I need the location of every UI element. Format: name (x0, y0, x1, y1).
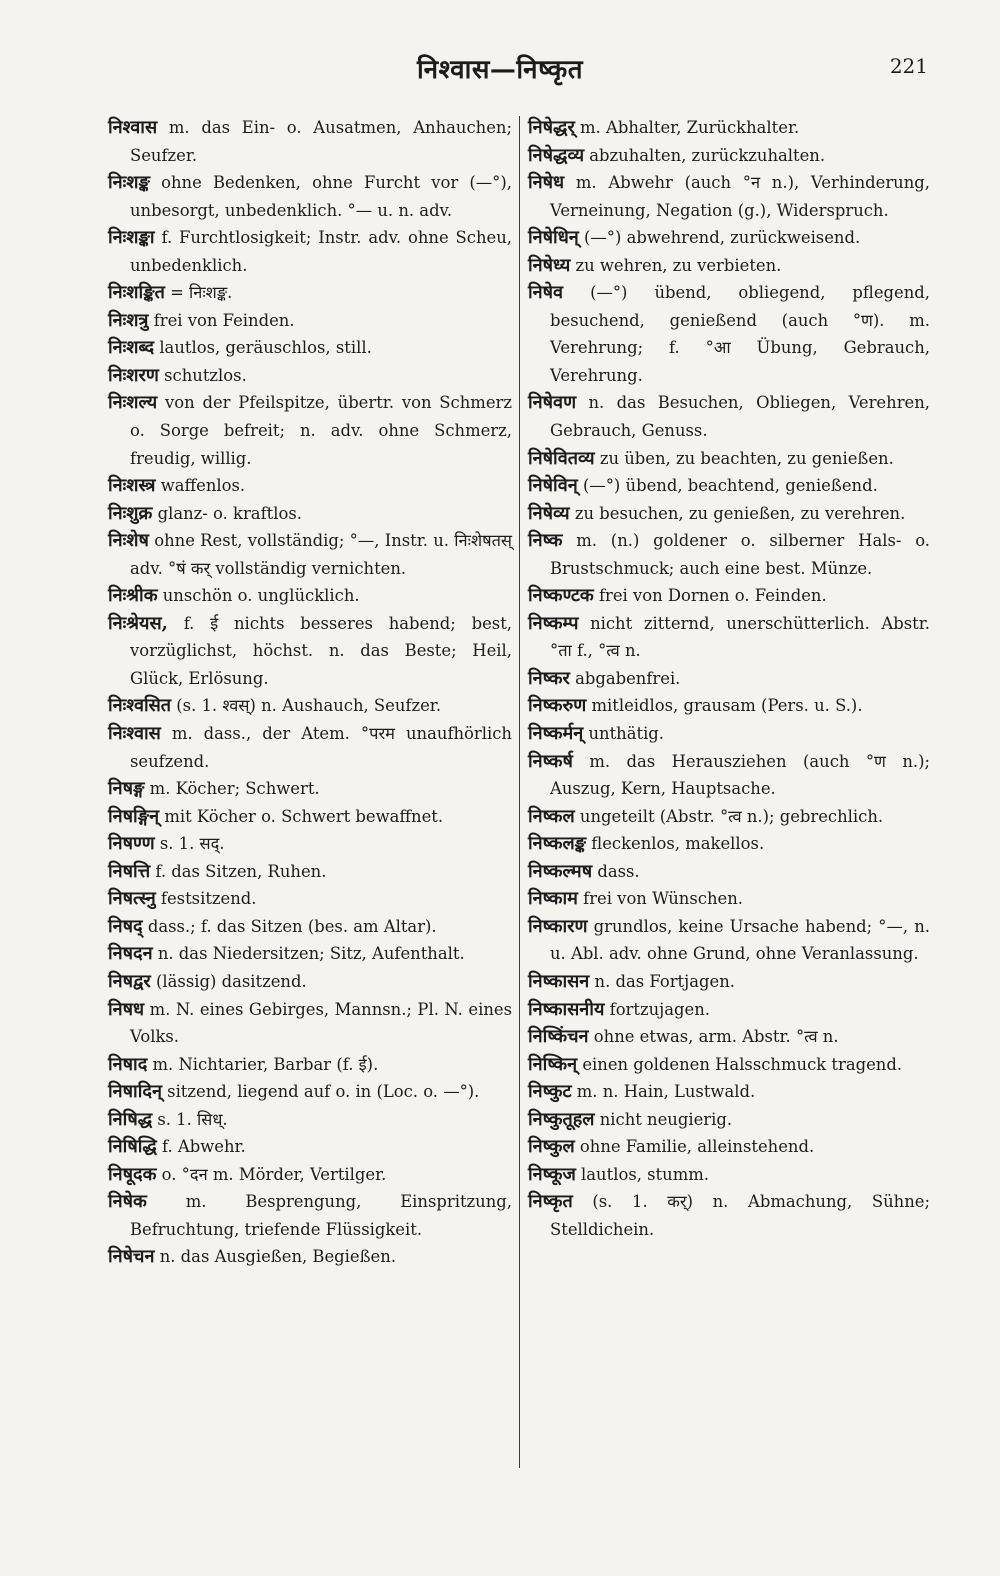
entry-definition: (—°) übend, beachtend, genießend. (582, 476, 878, 496)
entry-headword: निष्कूज (528, 1163, 576, 1185)
entry-headword: निःशुक्र (108, 502, 153, 524)
dictionary-entry (528, 665, 930, 693)
entry-definition: glanz- o. kraftlos. (157, 503, 302, 523)
entry-headword: निषाद (108, 1053, 148, 1075)
right-column (528, 114, 930, 1243)
entry-definition: s. 1. सिध्. (157, 1109, 228, 1129)
entry-definition: ungeteilt (Abstr. °त्व n.); gebrechlich. (579, 806, 884, 826)
entry-headword: निषण्ण (108, 833, 155, 855)
entry-headword: निष्किन् (528, 1053, 578, 1075)
entry-headword: निषिद्धि (108, 1136, 157, 1158)
entry-headword: निष्कल्मष (528, 860, 593, 882)
entry-headword: निःशङ्क (108, 172, 150, 194)
entry-headword: निषेवितव्य (528, 447, 595, 469)
entry-headword: निःश्रेयस, (108, 612, 168, 634)
dictionary-entry (108, 1243, 512, 1271)
dictionary-entry (528, 527, 930, 582)
dictionary-entry (108, 1078, 512, 1106)
dictionary-entry (528, 142, 930, 170)
entry-definition: m. das Herausziehen (auch °ण n.); Auszug, Kern, Hauptsache. (550, 751, 931, 799)
entry-definition: fortzujagen. (609, 999, 710, 1019)
dictionary-entry (528, 389, 930, 444)
entry-definition: m. n. Hain, Lustwald. (576, 1082, 756, 1102)
entry-definition: ohne Familie, alleinstehend. (579, 1137, 815, 1157)
dictionary-entry (528, 1133, 930, 1161)
entry-definition: s. 1. सद्. (159, 834, 225, 854)
dictionary-entry (528, 996, 930, 1024)
entry-definition: (—°) übend, obliegend, pflegend, besuchend, genießend (auch °ण). m. Verehrung; f. °आ Übung, Gebrauch, Verehrung. (550, 283, 930, 385)
dictionary-entry (528, 610, 930, 665)
dictionary-entry (528, 1078, 930, 1106)
entry-headword: निषेव (528, 282, 564, 304)
dictionary-entry (108, 803, 512, 831)
entry-definition: waffenlos. (160, 476, 246, 496)
dictionary-entry (108, 1106, 512, 1134)
entry-definition: ohne Bedenken, ohne Furcht vor (—°), unbesorgt, unbedenklich. °— u. n. adv. (130, 173, 512, 220)
dictionary-entry (528, 114, 930, 142)
dictionary-entry (108, 720, 512, 775)
dictionary-entry (108, 389, 512, 472)
entry-definition: f. das Sitzen, Ruhen. (155, 861, 327, 881)
entry-headword: निष्कुट (528, 1081, 572, 1103)
entry-definition: ohne etwas, arm. Abstr. °त्व n. (593, 1027, 839, 1047)
entry-definition: m. dass., der Atem. °परम unaufhörlich seufzend. (130, 724, 512, 771)
entry-headword: निःशेष (108, 530, 149, 552)
dictionary-entry (108, 362, 512, 390)
dictionary-entry (108, 968, 512, 996)
entry-definition: m. das Ein- o. Ausatmen, Anhauchen; Seufzer. (130, 118, 512, 165)
entry-definition: abzuhalten, zurückzuhalten. (589, 145, 826, 165)
dictionary-entry (108, 472, 512, 500)
entry-headword: निष्क (528, 530, 563, 552)
entry-definition: ohne Rest, vollständig; °—, Instr. u. निःशेषतस् adv. °षं कर् vollständig vernichten. (130, 531, 512, 578)
entry-headword: निष्कारण (528, 915, 588, 937)
dictionary-entry (108, 692, 512, 720)
dictionary-entry (528, 692, 930, 720)
entry-definition: m. Besprengung, Einspritzung, Befruchtung, triefende Flüssigkeit. (130, 1192, 512, 1239)
entry-definition: nicht neugierig. (599, 1109, 733, 1129)
entry-definition: n. das Niedersitzen; Sitz, Aufenthalt. (157, 944, 465, 964)
entry-headword: निषेचन (108, 1246, 155, 1268)
entry-definition: m. Abwehr (auch °न n.), Verhinderung, Verneinung, Negation (g.), Widerspruch. (550, 173, 930, 220)
dictionary-entry (528, 830, 930, 858)
entry-definition: n. das Ausgießen, Begießen. (159, 1247, 397, 1267)
dictionary-entry (108, 1161, 512, 1189)
entry-headword: निषादिन् (108, 1081, 162, 1103)
entry-headword: निःशत्रु (108, 309, 149, 331)
entry-definition: m. (n.) goldener o. silberner Hals- o. Brustschmuck; auch eine best. Münze. (550, 531, 930, 578)
entry-headword: निषध (108, 998, 145, 1020)
entry-definition: zu wehren, zu verbieten. (575, 255, 782, 275)
entry-headword: निष्कण्टक (528, 585, 594, 607)
dictionary-entry (108, 858, 512, 886)
dictionary-entry (528, 748, 930, 803)
dictionary-entry (108, 114, 512, 169)
dictionary-entry (528, 720, 930, 748)
entry-headword: निःशब्द (108, 337, 155, 359)
entry-headword: निष्काम (528, 888, 578, 910)
dictionary-entry (528, 1188, 930, 1243)
entry-definition: lautlos, geräuschlos, still. (159, 338, 372, 358)
entry-definition: unthätig. (588, 724, 665, 744)
entry-definition: = निःशङ्क. (170, 283, 233, 303)
dictionary-entry (528, 169, 930, 224)
entry-headword: निष्कर (528, 667, 570, 689)
entry-definition: m. Köcher; Schwert. (149, 779, 320, 799)
entry-headword: निष्किंचन (528, 1026, 589, 1048)
entry-headword: निष्करुण (528, 695, 587, 717)
entry-definition: f. Abwehr. (161, 1137, 246, 1157)
entry-definition: (lässig) dasitzend. (156, 971, 307, 991)
dictionary-entry (108, 307, 512, 335)
entry-headword: निःश्वसित (108, 695, 172, 717)
dictionary-entry (528, 1161, 930, 1189)
entry-definition: zu üben, zu beachten, zu genießen. (599, 448, 894, 468)
dictionary-entry (528, 1023, 930, 1051)
entry-headword: निःशङ्का (108, 227, 155, 249)
entry-definition: n. das Fortjagen. (594, 971, 735, 991)
entry-definition: lautlos, stumm. (581, 1164, 709, 1184)
dictionary-entry (108, 582, 512, 610)
dictionary-entry (528, 858, 930, 886)
dictionary-entry (528, 279, 930, 389)
entry-headword: निःशल्य (108, 392, 158, 414)
dictionary-entry (108, 775, 512, 803)
dictionary-entry (108, 169, 512, 224)
entry-definition: festsitzend. (160, 889, 257, 909)
entry-definition: dass. (597, 861, 640, 881)
entry-headword: निषेविन् (528, 475, 578, 497)
dictionary-entry (528, 500, 930, 528)
entry-headword: निषेक (108, 1191, 147, 1213)
dictionary-entry (528, 913, 930, 968)
entry-definition: mitleidlos, grausam (Pers. u. S.). (591, 696, 863, 716)
entry-headword: निषत्ति (108, 860, 151, 882)
entry-definition: m. N. eines Gebirges, Mannsn.; Pl. N. eines Volks. (130, 999, 512, 1047)
entry-definition: schutzlos. (164, 365, 247, 385)
dictionary-entry (108, 500, 512, 528)
entry-headword: निषत्स्नु (108, 888, 156, 910)
entry-definition: f. ई nichts besseres habend; best, vorzüglichst, höchst. n. das Beste; Heil, Glück, Erlösung. (130, 613, 512, 688)
dictionary-entry (108, 1051, 512, 1079)
entry-headword: निःश्रीक (108, 585, 158, 607)
dictionary-entry (108, 224, 512, 279)
page-header (0, 46, 1000, 86)
entry-headword: निषेद्धर् (528, 117, 575, 138)
entry-definition: abgabenfrei. (575, 668, 681, 688)
entry-definition: mit Köcher o. Schwert bewaffnet. (164, 806, 444, 826)
entry-definition: m. Abhalter, Zurückhalter. (580, 118, 800, 137)
entry-headword: निषेवण (528, 392, 577, 414)
entry-definition: sitzend, liegend auf o. in (Loc. o. —°). (167, 1082, 480, 1102)
dictionary-entry (528, 224, 930, 252)
entry-definition: (—°) abwehrend, zurückweisend. (584, 228, 861, 248)
entry-definition: f. Furchtlosigkeit; Instr. adv. ohne Scheu, unbedenklich. (130, 228, 512, 275)
entry-definition: grundlos, keine Ursache habend; °—, n. u. Abl. adv. ohne Grund, ohne Veranlassung. (550, 916, 930, 964)
entry-headword: निषूदक (108, 1163, 157, 1185)
page-number: 221 (889, 54, 928, 78)
entry-headword: निषेध्य (528, 254, 571, 276)
entry-definition: fleckenlos, makellos. (591, 834, 765, 854)
dictionary-entry (528, 582, 930, 610)
entry-headword: निःशस्त्र (108, 475, 156, 497)
entry-headword: निःशरण (108, 364, 159, 386)
dictionary-entry (108, 913, 512, 941)
dictionary-entry (108, 830, 512, 858)
entry-headword: निषङ्ग (108, 778, 145, 800)
entry-headword: निषेधिन् (528, 227, 579, 249)
entry-headword: निश्वास (108, 117, 158, 138)
entry-headword: निष्कलङ्क (528, 833, 587, 855)
dictionary-entry (108, 1133, 512, 1161)
entry-headword: निष्कल (528, 805, 575, 827)
dictionary-entry (108, 334, 512, 362)
entry-definition: nicht zitternd, unerschütterlich. Abstr. °ता f., °त्व n. (550, 613, 930, 661)
dictionary-entry (528, 445, 930, 473)
entry-definition: frei von Dornen o. Feinden. (598, 586, 827, 606)
entry-definition: o. °दन m. Mörder, Vertilger. (161, 1164, 387, 1184)
entry-definition: zu besuchen, zu genießen, zu verehren. (574, 503, 906, 523)
entry-definition: frei von Wünschen. (583, 889, 743, 909)
entry-headword: निषङ्गिन् (108, 805, 160, 827)
entry-headword: निषिद्ध (108, 1108, 153, 1130)
entry-headword: निषद्वर (108, 970, 151, 992)
dictionary-entry (108, 885, 512, 913)
entry-headword: निःश्वास (108, 723, 161, 745)
running-head: निश्वास—निष्कृत (416, 55, 584, 85)
entry-headword: निष्कर्मन् (528, 723, 584, 745)
entry-headword: निष्कृत (528, 1191, 573, 1213)
entry-definition: dass.; f. das Sitzen (bes. am Altar). (147, 916, 437, 936)
entry-definition: einen goldenen Halsschmuck tragend. (582, 1054, 903, 1074)
dictionary-entry (528, 1106, 930, 1134)
entry-headword: निष्कर्ष (528, 750, 573, 772)
dictionary-entry (108, 1188, 512, 1243)
left-column (108, 114, 512, 1271)
dictionary-entry (108, 996, 512, 1051)
entry-definition: unschön o. unglücklich. (162, 586, 360, 606)
entry-headword: निषदन (108, 943, 153, 965)
entry-definition: von der Pfeilspitze, übertr. von Schmerz o. Sorge befreit; n. adv. ohne Schmerz, freudig, willig. (130, 393, 512, 468)
entry-headword: निषेध (528, 172, 565, 194)
dictionary-entry (528, 803, 930, 831)
dictionary-entry (528, 968, 930, 996)
entry-headword: निष्कासन (528, 970, 590, 992)
entry-headword: निष्कम्प (528, 612, 579, 634)
dictionary-entry (528, 885, 930, 913)
dictionary-entry (108, 610, 512, 693)
entry-headword: निष्कुतूहल (528, 1108, 595, 1130)
dictionary-entry (528, 1051, 930, 1079)
entry-definition: (s. 1. कर्) n. Abmachung, Sühne; Stelldichein. (550, 1192, 930, 1239)
entry-definition: frei von Feinden. (153, 310, 295, 330)
dictionary-entry (108, 940, 512, 968)
entry-headword: निषेव्य (528, 502, 570, 524)
entry-definition: (s. 1. श्वस्) n. Aushauch, Seufzer. (176, 696, 442, 716)
entry-definition: m. Nichtarier, Barbar (f. ई). (152, 1054, 379, 1074)
entry-headword: निषद् (108, 915, 143, 937)
entry-definition: n. das Besuchen, Obliegen, Verehren, Gebrauch, Genuss. (550, 393, 930, 441)
entry-headword: निष्कासनीय (528, 998, 605, 1020)
entry-headword: निःशङ्कित (108, 282, 165, 304)
column-divider (519, 116, 520, 1468)
entry-headword: निष्कुल (528, 1136, 575, 1158)
dictionary-entry (528, 252, 930, 280)
dictionary-entry (528, 472, 930, 500)
entry-headword: निषेद्धव्य (528, 144, 585, 166)
dictionary-entry (108, 527, 512, 582)
dictionary-entry (108, 279, 512, 307)
